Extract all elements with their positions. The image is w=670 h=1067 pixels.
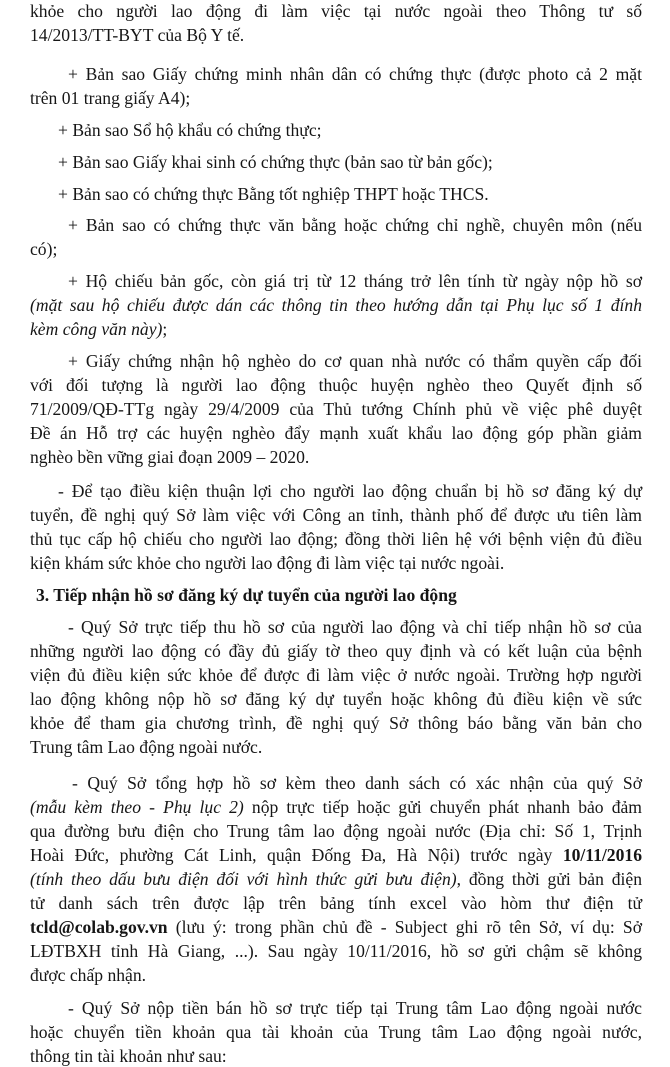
text-run: có); [30, 239, 58, 259]
text-run: khỏe để tham gia chương trình, đề nghị quý Sở thông báo bằng văn bản cho [30, 713, 642, 733]
text-run: Đề án Hỗ trợ các huyện nghèo đẩy mạnh xuất khẩu lao động góp phần giảm [30, 423, 642, 443]
text-line [58, 183, 642, 205]
text-line [30, 238, 642, 260]
text-line [30, 796, 642, 818]
text-line [68, 270, 642, 292]
text-line [58, 151, 642, 173]
text-line [72, 772, 642, 794]
text-run: 14/2013/TT-BYT của Bộ Y tế. [30, 25, 245, 45]
text-run: nộp trực tiếp hoặc gửi chuyển phát nhanh bảo đảm [243, 797, 642, 817]
text-run: - Quý Sở trực tiếp thu hồ sơ của người lao động và chỉ tiếp nhận hồ sơ của [68, 617, 642, 637]
text-run: - Để tạo điều kiện thuận lợi cho người lao động chuẩn bị hồ sơ đăng ký dự [58, 481, 642, 501]
text-line [58, 480, 642, 502]
text-run: thủ tục cấp hộ chiếu cho người lao động; đồng thời liên hệ với bệnh viện đủ điều [30, 529, 642, 549]
text-run: + Bản sao Giấy chứng minh nhân dân có chứng thực (được photo cả 2 mặt [68, 64, 642, 84]
text-line [58, 119, 642, 141]
italic-text: (mẫu kèm theo - Phụ lục 2) [30, 797, 244, 817]
text-run: với đối tượng là người lao động thuộc huyện nghèo theo Quyết định số [30, 375, 642, 395]
text-line [68, 63, 642, 85]
text-run: LĐTBXH tỉnh Hà Giang, ...). Sau ngày 10/11/2016, hồ sơ gửi chậm sẽ không [30, 941, 642, 961]
text-run: tuyển, đề nghị quý Sở làm việc với Công an tỉnh, thành phố để được ưu tiên làm [30, 505, 642, 525]
text-run: (lưu ý: trong phần chủ đề - Subject ghi rõ tên Sở, ví dụ: Sở [167, 917, 642, 937]
text-run: - Quý Sở tổng hợp hồ sơ kèm theo danh sách có xác nhận của quý Sở [72, 773, 642, 793]
text-run: 71/2009/QĐ-TTg ngày 29/4/2009 của Thủ tướng Chính phủ về việc phê duyệt [30, 399, 642, 419]
text-run: Hoài Đức, phường Cát Linh, quận Đống Đa, Hà Nội) trước ngày [30, 845, 563, 865]
text-run: + Bản sao Sổ hộ khẩu có chứng thực; [58, 120, 322, 140]
text-run: ; [162, 319, 168, 339]
text-line [68, 214, 642, 236]
text-line [30, 504, 642, 526]
text-line [30, 664, 642, 686]
text-line [30, 688, 642, 710]
bold-text: 10/11/2016 [562, 845, 642, 865]
italic-text: (mặt sau hộ chiếu được dán các thông tin theo hướng dẫn tại Phụ lục số 1 đính [30, 295, 642, 315]
text-run: + Bản sao có chứng thực Bằng tốt nghiệp THPT hoặc THCS. [58, 184, 489, 204]
text-line [30, 398, 642, 420]
text-line [30, 1021, 642, 1043]
text-run: lao động không nộp hồ sơ đăng ký dự tuyển hoặc không đủ điều kiện về sức [30, 689, 642, 709]
text-line [30, 940, 642, 962]
text-run: khỏe cho người lao động đi làm việc tại nước ngoài theo Thông tư số [30, 1, 642, 21]
text-run: + Bản sao có chứng thực văn bằng hoặc chứng chỉ nghề, chuyên môn (nếu [68, 215, 642, 235]
text-line [30, 736, 642, 758]
bold-text: tcld@colab.gov.vn [30, 917, 168, 937]
text-line [68, 616, 642, 638]
text-run: - Quý Sở nộp tiền bán hồ sơ trực tiếp tại Trung tâm Lao động ngoài nước [68, 998, 642, 1018]
text-line [30, 640, 642, 662]
text-run: tử danh sách trên được lập trên bảng tính excel vào hòm thư điện tử [30, 893, 642, 913]
text-run: hoặc chuyển tiền khoản qua tài khoản của Trung tâm Lao động ngoài nước, [30, 1022, 642, 1042]
text-run: qua đường bưu điện cho Trung tâm lao động ngoài nước (Địa chỉ: Số 1, Trịnh [30, 821, 642, 841]
text-line [30, 844, 642, 866]
text-run: , đồng thời gửi bản điện [456, 869, 642, 889]
text-line [30, 446, 642, 468]
text-line [30, 318, 642, 340]
text-run: được chấp nhận. [30, 965, 147, 985]
section-heading [36, 584, 642, 606]
text-line [68, 997, 642, 1019]
text-line [30, 294, 642, 316]
italic-text: (tính theo dấu bưu điện đối với hình thức gửi bưu điện) [30, 869, 457, 889]
text-line [30, 892, 642, 914]
italic-text: kèm công văn này) [30, 319, 163, 339]
text-run: viện đủ điều kiện sức khỏe để được đi làm việc ở nước ngoài. Trường hợp người [30, 665, 642, 685]
text-line [30, 916, 642, 938]
text-run: + Hộ chiếu bản gốc, còn giá trị từ 12 tháng trở lên tính từ ngày nộp hồ sơ [68, 271, 642, 291]
text-run: Trung tâm Lao động ngoài nước. [30, 737, 263, 757]
text-line [30, 87, 642, 109]
text-run: kiện khám sức khỏe cho người lao động đi làm việc tại nước ngoài. [30, 553, 505, 573]
text-line [30, 422, 642, 444]
text-run: thông tin tài khoản như sau: [30, 1046, 227, 1066]
text-run: + Giấy chứng nhận hộ nghèo do cơ quan nhà nước có thẩm quyền cấp đối [68, 351, 642, 371]
text-line [68, 350, 642, 372]
text-run: nghèo bền vững giai đoạn 2009 – 2020. [30, 447, 310, 467]
text-line [30, 712, 642, 734]
text-line [30, 0, 642, 22]
text-line [30, 868, 642, 890]
text-line [30, 552, 642, 574]
text-run: những người lao động có đầy đủ giấy tờ theo quy định và có kết luận của bệnh [30, 641, 642, 661]
bold-text: 3. Tiếp nhận hồ sơ đăng ký dự tuyển của người lao động [36, 585, 457, 605]
text-line [30, 1045, 642, 1067]
text-line [30, 820, 642, 842]
text-line [30, 374, 642, 396]
text-run: trên 01 trang giấy A4); [30, 88, 191, 108]
text-line [30, 964, 642, 986]
text-line [30, 528, 642, 550]
text-line [30, 24, 642, 46]
text-run: + Bản sao Giấy khai sinh có chứng thực (bản sao từ bản gốc); [58, 152, 493, 172]
